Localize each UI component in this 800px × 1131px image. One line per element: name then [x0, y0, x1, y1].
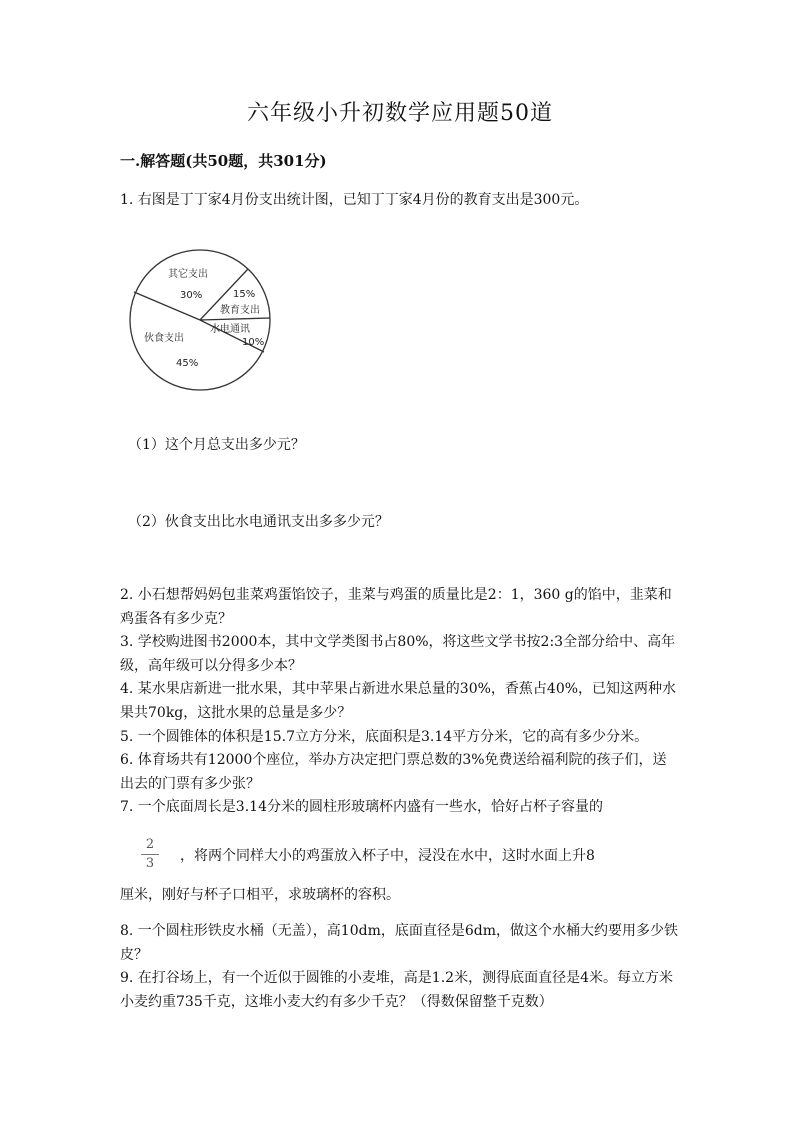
slice-value-utilities: 10%: [242, 337, 265, 348]
question-1-part-2: （2）伙食支出比水电通讯支出多多少元？: [128, 514, 389, 530]
page-title: 六年级小升初数学应用题50道: [247, 101, 553, 126]
slice-value-education: 15%: [233, 289, 256, 300]
question-8: 8. 一个圆柱形铁皮水桶（无盖），高10dm，底面直径是6dm，做这个水桶大约要用多少铁皮？: [120, 923, 679, 963]
slice-label-utilities: 水电通讯: [210, 324, 250, 335]
fraction-denominator: 3: [145, 856, 155, 871]
slice-label-food: 伙食支出: [144, 333, 184, 344]
question-4: 4. 某水果店新进一批水果，其中苹果占新进水果总量的30%，香蕉占40%，已知这两种水果共70kg，这批水果的总量是多少？: [120, 681, 677, 721]
section-heading: 一.解答题(共50题，共301分): [120, 152, 327, 170]
question-1-part-1: （1）这个月总支出多少元？: [128, 437, 305, 453]
question-7-continued: ，将两个同样大小的鸡蛋放入杯子中，浸没在水中，这时水面上升8: [180, 848, 595, 864]
slice-value-food: 45%: [176, 358, 199, 369]
question-7: 7. 一个底面周长是3.14分米的圆柱形玻璃杯内盛有一些水，恰好占杯子容量的: [120, 799, 603, 816]
question-list: [120, 584, 680, 820]
question-9: 9. 在打谷场上，有一个近似于圆锥的小麦堆，高是1.2米，测得底面直径是4米。每立方米小麦约重735千克，这堆小麦大约有多少千克？（得数保留整千克数）: [120, 970, 673, 1010]
question-7-end: 厘米，刚好与杯子口相平，求玻璃杯的容积。: [120, 887, 400, 903]
pie-chart: [118, 240, 288, 400]
question-3: 3. 学校购进图书2000本，其中文学类图书占80%，将这些文学书按2:3全部分给中、高年级，高年级可以分得多少本？: [120, 634, 676, 674]
fraction-numerator: 2: [145, 837, 155, 852]
fraction-two-thirds: [141, 837, 159, 872]
question-1: 1. 右图是丁丁家4月份支出统计图，已知丁丁家4月份的教育支出是300元。: [120, 192, 589, 208]
slice-label-education: 教育支出: [220, 305, 260, 316]
fraction-bar: [141, 854, 159, 855]
slice-label-other: 其它支出: [168, 269, 208, 280]
pie-divider-right: [200, 318, 270, 320]
question-5: 5. 一个圆锥体的体积是15.7立方分米，底面积是3.14平方分米，它的高有多少分米。: [120, 728, 649, 745]
question-6: 6. 体育场共有12000个座位，举办方决定把门票总数的3%免费送给福利院的孩子们，送出去的门票有多少张？: [120, 752, 667, 792]
question-2: 2. 小石想帮妈妈包韭菜鸡蛋馅饺子，韭菜与鸡蛋的质量比是2：1，360 g的馅中，韭菜和鸡蛋各有多少克？: [120, 587, 672, 627]
slice-value-other: 30%: [180, 290, 203, 301]
question-list-2: [120, 920, 680, 1014]
